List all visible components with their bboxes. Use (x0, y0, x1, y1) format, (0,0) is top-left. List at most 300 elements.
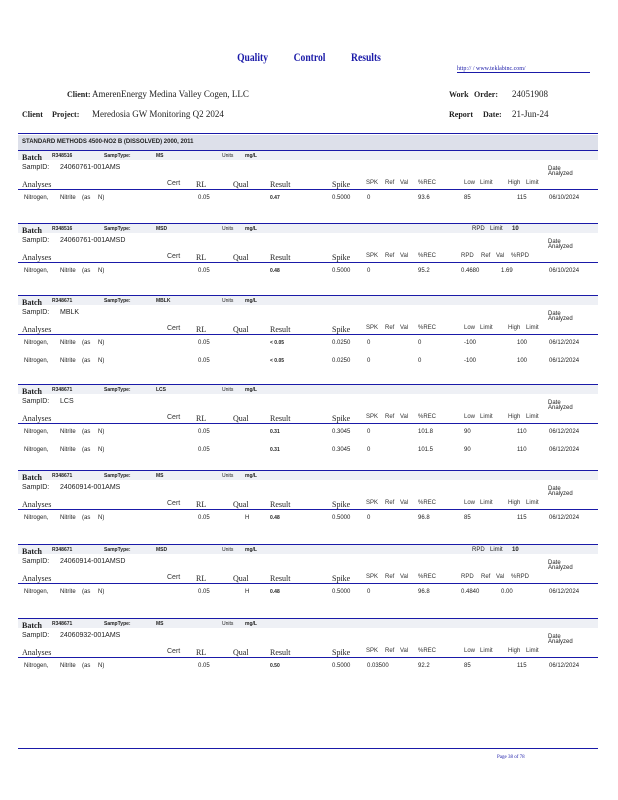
qc-block (18, 223, 598, 293)
analyte-word-2: Nitrite (60, 589, 76, 595)
col-high: High (508, 648, 521, 654)
samptype-value: MS (156, 153, 164, 159)
col-rec: %REC (418, 253, 437, 259)
qc-block (18, 618, 598, 688)
rec-value: 96.8 (418, 589, 430, 595)
units-value: mg/L (245, 226, 257, 232)
rec-value: 96.8 (418, 515, 430, 521)
high-limit-value: 100 (517, 358, 528, 364)
col-low: Low (464, 648, 476, 654)
col-rpd-val: Val (496, 253, 505, 259)
batch-id: R348671 (52, 387, 73, 393)
col-high: High (508, 500, 521, 506)
units-value: mg/L (245, 153, 257, 159)
sampid-label: SampID: (22, 237, 50, 244)
date-analyzed-value: 06/10/2024 (549, 268, 580, 274)
date-analyzed-value: 06/12/2024 (549, 358, 580, 364)
result-value: < 0.05 (270, 340, 285, 346)
col-rpd-ref: Ref (481, 574, 491, 580)
samptype-label: SampType: (104, 387, 131, 393)
rpd-value: 1.69 (501, 268, 513, 274)
col-high-limit: Limit (526, 648, 539, 654)
date-label: Date (548, 239, 561, 245)
header-rule (18, 423, 598, 424)
col-spike: Spike (332, 648, 351, 657)
result-value: 0.48 (270, 515, 280, 521)
analyte-word-2: Nitrite (60, 429, 76, 435)
sampid-label: SampID: (22, 164, 50, 171)
high-limit-value: 115 (517, 663, 527, 669)
qc-block (18, 150, 598, 220)
footer-divider (18, 748, 598, 749)
rpd-limit-word: Limit (490, 547, 503, 553)
sampid-value: 24060932-001AMS (60, 632, 121, 639)
col-low: Low (464, 500, 476, 506)
col-high-limit: Limit (526, 500, 539, 506)
analyte-word-2: Nitrite (60, 358, 76, 364)
spk-ref-value: 0 (367, 358, 371, 364)
sampid-value: 24060761-001AMSD (60, 237, 126, 244)
header-rule (18, 509, 598, 510)
analyte-word-1: Nitrogen, (24, 589, 49, 595)
units-label: Units (222, 387, 234, 393)
rl-value: 0.05 (198, 589, 210, 595)
batch-id: R348516 (52, 226, 73, 232)
spike-value: 0.5000 (332, 268, 351, 274)
analyte-word-1: Nitrogen, (24, 340, 49, 346)
col-ref: Ref (385, 253, 395, 259)
spike-value: 0.5000 (332, 663, 351, 669)
col-qual: Qual (233, 500, 249, 509)
analyzed-label: Analyzed (548, 639, 573, 645)
samptype-value: MBLK (156, 298, 171, 304)
col-analyses: Analyses (22, 180, 52, 189)
work-label-1: Work (449, 90, 469, 99)
report-date-value: 21-Jun-24 (512, 109, 549, 119)
rpd-limit-value: 10 (512, 547, 519, 553)
analyte-word-4: N) (98, 268, 105, 274)
units-label: Units (222, 226, 234, 232)
col-low-limit: Limit (480, 414, 493, 420)
samptype-label: SampType: (104, 226, 131, 232)
work-order-value: 24051908 (512, 89, 548, 99)
col-ref: Ref (385, 180, 395, 186)
spike-value: 0.3045 (332, 429, 351, 435)
project-label-1: Client (22, 110, 43, 119)
col-spike: Spike (332, 500, 351, 509)
high-limit-value: 115 (517, 515, 527, 521)
batch-id: R348671 (52, 621, 73, 627)
rl-value: 0.05 (198, 195, 210, 201)
batch-label: Batch (22, 298, 42, 307)
spike-value: 0.0250 (332, 340, 351, 346)
result-value: 0.50 (270, 663, 280, 669)
batch-label: Batch (22, 547, 42, 556)
batch-label: Batch (22, 387, 42, 396)
report-label-2: Date: (483, 110, 502, 119)
col-spike: Spike (332, 325, 351, 334)
col-val: Val (400, 500, 409, 506)
batch-label: Batch (22, 226, 42, 235)
units-label: Units (222, 547, 234, 553)
spk-ref-value: 0 (367, 195, 371, 201)
samptype-label: SampType: (104, 547, 131, 553)
col-high: High (508, 180, 521, 186)
col-high-limit: Limit (526, 414, 539, 420)
col-val: Val (400, 414, 409, 420)
col-cert: Cert (167, 648, 181, 655)
col-cert: Cert (167, 180, 181, 187)
lab-url-link[interactable]: http:// / www.teklabinc.com/ (457, 66, 590, 73)
col-analyses: Analyses (22, 500, 52, 509)
qual-value: H (245, 589, 250, 595)
samptype-label: SampType: (104, 473, 131, 479)
rpd-ref-value: 0.4840 (461, 589, 480, 595)
batch-id: R348671 (52, 298, 73, 304)
analyte-word-4: N) (98, 195, 105, 201)
col-rpd-pct: %RPD (511, 253, 530, 259)
sampid-label: SampID: (22, 632, 50, 639)
rec-value: 101.8 (418, 429, 434, 435)
units-value: mg/L (245, 387, 257, 393)
col-ref: Ref (385, 500, 395, 506)
title-word-3: Results (351, 50, 381, 64)
samptype-value: MS (156, 473, 164, 479)
spike-value: 0.5000 (332, 515, 351, 521)
samptype-value: MSD (156, 547, 168, 553)
col-low: Low (464, 414, 476, 420)
work-label-2: Order: (474, 90, 498, 99)
units-label: Units (222, 153, 234, 159)
col-rec: %REC (418, 648, 437, 654)
col-rec: %REC (418, 325, 437, 331)
analyzed-label: Analyzed (548, 491, 573, 497)
rl-value: 0.05 (198, 268, 210, 274)
col-high-limit: Limit (526, 180, 539, 186)
date-label: Date (548, 634, 561, 640)
col-result: Result (270, 574, 291, 583)
low-limit-value: 90 (464, 447, 471, 453)
project-value: Meredosia GW Monitoring Q2 2024 (92, 109, 224, 119)
rec-value: 0 (418, 358, 422, 364)
spk-ref-value: 0 (367, 589, 371, 595)
col-spk: SPK (366, 648, 379, 654)
date-analyzed-value: 06/12/2024 (549, 429, 580, 435)
col-spk: SPK (366, 180, 379, 186)
rec-value: 95.2 (418, 268, 430, 274)
col-spike: Spike (332, 253, 351, 262)
date-analyzed-value: 06/12/2024 (549, 515, 580, 521)
date-label: Date (548, 560, 561, 566)
qc-block (18, 295, 598, 365)
col-result: Result (270, 253, 291, 262)
page-number: Page 38 of 78 (497, 755, 525, 760)
spike-value: 0.5000 (332, 195, 351, 201)
header-rule (18, 262, 598, 263)
analyzed-label: Analyzed (548, 405, 573, 411)
analyte-word-4: N) (98, 358, 105, 364)
col-rl: RL (196, 414, 207, 423)
batch-id: R348671 (52, 547, 73, 553)
result-value: 0.48 (270, 268, 280, 274)
spk-ref-value: 0 (367, 268, 371, 274)
analyte-word-1: Nitrogen, (24, 358, 49, 364)
batch-label: Batch (22, 153, 42, 162)
rpd-limit-value: 10 (512, 226, 519, 232)
method-title: STANDARD METHODS 4500-NO2 B (DISSOLVED) 2000, 2011 (22, 139, 194, 145)
samptype-value: LCS (156, 387, 166, 393)
col-val: Val (400, 180, 409, 186)
col-rec: %REC (418, 180, 437, 186)
header-rule (18, 583, 598, 584)
col-rl: RL (196, 325, 207, 334)
spk-ref-value: 0 (367, 447, 371, 453)
col-cert: Cert (167, 574, 181, 581)
rec-value: 101.5 (418, 447, 434, 453)
qual-value: H (245, 515, 250, 521)
result-value: 0.31 (270, 447, 280, 453)
project-label-2: Project: (52, 110, 80, 119)
analyte-word-1: Nitrogen, (24, 195, 49, 201)
date-label: Date (548, 400, 561, 406)
col-spk: SPK (366, 253, 379, 259)
header-rule (18, 189, 598, 190)
analyte-word-3: (as (82, 447, 91, 453)
rl-value: 0.05 (198, 358, 210, 364)
analyte-word-4: N) (98, 515, 105, 521)
rl-value: 0.05 (198, 340, 210, 346)
units-value: mg/L (245, 621, 257, 627)
date-label: Date (548, 311, 561, 317)
date-label: Date (548, 486, 561, 492)
low-limit-value: 90 (464, 429, 471, 435)
rpd-limit-label: RPD (472, 226, 485, 232)
high-limit-value: 110 (517, 447, 527, 453)
sampid-value: 24060914-001AMS (60, 484, 121, 491)
col-rpd-val: Val (496, 574, 505, 580)
col-low-limit: Limit (480, 180, 493, 186)
analyte-word-2: Nitrite (60, 515, 76, 521)
col-analyses: Analyses (22, 574, 52, 583)
analyte-word-2: Nitrite (60, 340, 76, 346)
col-low-limit: Limit (480, 648, 493, 654)
sampid-value: MBLK (60, 309, 80, 316)
client-value: AmerenEnergy Medina Valley Cogen, LLC (92, 89, 249, 99)
batch-label: Batch (22, 621, 42, 630)
sampid-label: SampID: (22, 309, 50, 316)
rl-value: 0.05 (198, 447, 210, 453)
col-rl: RL (196, 648, 207, 657)
date-analyzed-value: 06/12/2024 (549, 340, 580, 346)
col-rl: RL (196, 253, 207, 262)
units-label: Units (222, 621, 234, 627)
rpd-ref-value: 0.4680 (461, 268, 480, 274)
samptype-label: SampType: (104, 298, 131, 304)
batch-label: Batch (22, 473, 42, 482)
analyte-word-3: (as (82, 663, 91, 669)
samptype-value: MS (156, 621, 164, 627)
result-value: 0.31 (270, 429, 280, 435)
analyte-word-4: N) (98, 663, 105, 669)
date-analyzed-value: 06/10/2024 (549, 195, 580, 201)
result-value: < 0.05 (270, 358, 285, 364)
col-low: Low (464, 325, 476, 331)
col-spk: SPK (366, 414, 379, 420)
rpd-limit-label: RPD (472, 547, 485, 553)
spk-ref-value: 0.03500 (367, 663, 389, 669)
samptype-value: MSD (156, 226, 168, 232)
col-low-limit: Limit (480, 325, 493, 331)
analyte-word-1: Nitrogen, (24, 268, 49, 274)
analyte-word-4: N) (98, 340, 105, 346)
analyte-word-2: Nitrite (60, 663, 76, 669)
col-rpd-ref: Ref (481, 253, 491, 259)
date-analyzed-value: 06/12/2024 (549, 447, 580, 453)
analyte-word-1: Nitrogen, (24, 429, 49, 435)
col-rec: %REC (418, 500, 437, 506)
analyte-word-4: N) (98, 429, 105, 435)
col-spk: SPK (366, 325, 379, 331)
analyte-word-4: N) (98, 589, 105, 595)
header-divider (18, 133, 598, 134)
col-high: High (508, 325, 521, 331)
qc-block (18, 384, 598, 454)
low-limit-value: -100 (464, 340, 477, 346)
col-result: Result (270, 648, 291, 657)
low-limit-value: 85 (464, 515, 471, 521)
col-result: Result (270, 500, 291, 509)
sampid-label: SampID: (22, 558, 50, 565)
report-label-1: Report (449, 110, 473, 119)
low-limit-value: -100 (464, 358, 477, 364)
analyte-word-3: (as (82, 195, 91, 201)
col-cert: Cert (167, 500, 181, 507)
analyte-word-3: (as (82, 358, 91, 364)
col-ref: Ref (385, 325, 395, 331)
col-spk: SPK (366, 574, 379, 580)
samptype-label: SampType: (104, 153, 131, 159)
low-limit-value: 85 (464, 195, 471, 201)
high-limit-value: 110 (517, 429, 527, 435)
col-rpd: RPD (461, 253, 474, 259)
analyte-word-3: (as (82, 515, 91, 521)
col-high-limit: Limit (526, 325, 539, 331)
analyte-word-3: (as (82, 268, 91, 274)
rpd-limit-word: Limit (490, 226, 503, 232)
col-rpd: RPD (461, 574, 474, 580)
col-low: Low (464, 180, 476, 186)
sampid-label: SampID: (22, 398, 50, 405)
analyzed-label: Analyzed (548, 316, 573, 322)
units-value: mg/L (245, 473, 257, 479)
rec-value: 92.2 (418, 663, 430, 669)
rl-value: 0.05 (198, 429, 210, 435)
analyzed-label: Analyzed (548, 171, 573, 177)
col-qual: Qual (233, 648, 249, 657)
col-spk: SPK (366, 500, 379, 506)
samptype-label: SampType: (104, 621, 131, 627)
qc-block (18, 470, 598, 540)
col-result: Result (270, 414, 291, 423)
result-value: 0.48 (270, 589, 280, 595)
col-rl: RL (196, 574, 207, 583)
header-rule (18, 334, 598, 335)
sampid-label: SampID: (22, 484, 50, 491)
units-value: mg/L (245, 547, 257, 553)
title-word-1: Quality (237, 50, 269, 64)
analyte-word-3: (as (82, 589, 91, 595)
col-ref: Ref (385, 574, 395, 580)
client-label: Client: (67, 90, 91, 99)
col-high: High (508, 414, 521, 420)
rec-value: 0 (418, 340, 422, 346)
analyte-word-3: (as (82, 429, 91, 435)
low-limit-value: 85 (464, 663, 471, 669)
analyte-word-4: N) (98, 447, 105, 453)
rec-value: 93.6 (418, 195, 430, 201)
sampid-value: LCS (60, 398, 74, 405)
col-result: Result (270, 325, 291, 334)
rl-value: 0.05 (198, 663, 210, 669)
spike-value: 0.3045 (332, 447, 351, 453)
col-rec: %REC (418, 414, 437, 420)
col-cert: Cert (167, 325, 181, 332)
col-ref: Ref (385, 648, 395, 654)
spk-ref-value: 0 (367, 429, 371, 435)
sampid-value: 24060761-001AMS (60, 164, 121, 171)
analyzed-label: Analyzed (548, 565, 573, 571)
col-qual: Qual (233, 180, 249, 189)
analyte-word-2: Nitrite (60, 195, 76, 201)
col-val: Val (400, 253, 409, 259)
col-qual: Qual (233, 574, 249, 583)
date-analyzed-value: 06/12/2024 (549, 589, 580, 595)
col-analyses: Analyses (22, 253, 52, 262)
date-analyzed-value: 06/12/2024 (549, 663, 580, 669)
col-qual: Qual (233, 325, 249, 334)
col-rpd-pct: %RPD (511, 574, 530, 580)
col-cert: Cert (167, 414, 181, 421)
rl-value: 0.05 (198, 515, 210, 521)
col-low-limit: Limit (480, 500, 493, 506)
col-rl: RL (196, 180, 207, 189)
col-result: Result (270, 180, 291, 189)
result-value: 0.47 (270, 195, 280, 201)
batch-id: R348516 (52, 153, 73, 159)
spk-ref-value: 0 (367, 515, 371, 521)
analyte-word-2: Nitrite (60, 447, 76, 453)
sampid-value: 24060914-001AMSD (60, 558, 126, 565)
col-analyses: Analyses (22, 414, 52, 423)
col-val: Val (400, 325, 409, 331)
col-analyses: Analyses (22, 325, 52, 334)
col-val: Val (400, 574, 409, 580)
units-value: mg/L (245, 298, 257, 304)
spike-value: 0.0250 (332, 358, 351, 364)
analyte-word-2: Nitrite (60, 268, 76, 274)
analyte-word-1: Nitrogen, (24, 515, 49, 521)
col-qual: Qual (233, 253, 249, 262)
spk-ref-value: 0 (367, 340, 371, 346)
col-val: Val (400, 648, 409, 654)
col-spike: Spike (332, 414, 351, 423)
header-rule (18, 657, 598, 658)
batch-id: R348671 (52, 473, 73, 479)
high-limit-value: 100 (517, 340, 528, 346)
col-cert: Cert (167, 253, 181, 260)
date-label: Date (548, 166, 561, 172)
spike-value: 0.5000 (332, 589, 351, 595)
